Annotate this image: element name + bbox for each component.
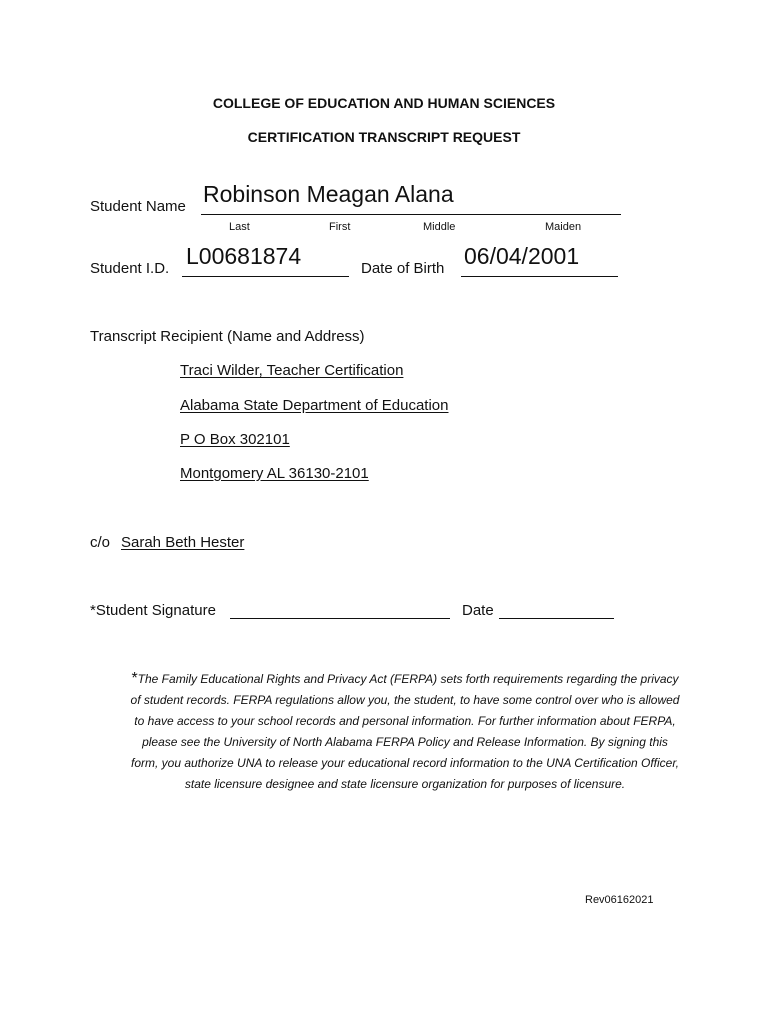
recipient-line-3: P O Box 302101: [180, 431, 290, 448]
ferpa-notice: [130, 668, 680, 795]
sublabel-first: First: [329, 221, 351, 233]
care-of-label: c/o: [90, 534, 111, 551]
date-of-birth-field[interactable]: 06/04/2001: [464, 243, 580, 269]
college-heading: COLLEGE OF EDUCATION AND HUMAN SCIENCES: [212, 95, 556, 111]
signature-date-label: Date: [462, 602, 494, 619]
ferpa-asterisk: *: [131, 670, 138, 687]
sublabel-last: Last: [229, 221, 250, 233]
revision-code: Rev06162021: [585, 894, 654, 906]
date-of-birth-label: Date of Birth: [361, 260, 445, 277]
date-of-birth-line: [461, 276, 618, 277]
student-signature-field[interactable]: [230, 618, 450, 619]
student-name-line: [201, 214, 621, 215]
recipient-line-2: Alabama State Department of Education: [180, 397, 449, 414]
sublabel-middle: Middle: [423, 221, 456, 233]
signature-date-field[interactable]: [499, 618, 614, 619]
recipient-line-1: Traci Wilder, Teacher Certification: [180, 362, 404, 379]
student-id-label: Student I.D.: [90, 260, 170, 277]
student-id-field[interactable]: L00681874: [186, 243, 302, 269]
form-title: CERTIFICATION TRANSCRIPT REQUEST: [247, 129, 521, 145]
student-name-field[interactable]: Robinson Meagan Alana: [203, 181, 454, 207]
recipient-label: Transcript Recipient (Name and Address): [90, 328, 365, 345]
ferpa-notice-text: The Family Educational Rights and Privacy Act (FERPA) sets forth requirements regarding the privacy of student records. FERPA regulations allow you, the student, to have some control over who is allowed to have access to your school records and personal information. For further information about FERPA, please see the University of North Alabama FERPA Policy and Release Information. By signing this form, you authorize UNA to release your educational record information to the UNA Certification Officer, state licensure designee and state licensure organization for purposes of licensure.: [130, 672, 680, 791]
sublabel-maiden: Maiden: [545, 221, 582, 233]
care-of-field[interactable]: Sarah Beth Hester: [121, 534, 245, 551]
student-name-label: Student Name: [90, 198, 186, 215]
recipient-line-4: Montgomery AL 36130-2101: [180, 465, 369, 482]
student-id-line: [182, 276, 349, 277]
student-signature-label: *Student Signature: [90, 602, 216, 619]
